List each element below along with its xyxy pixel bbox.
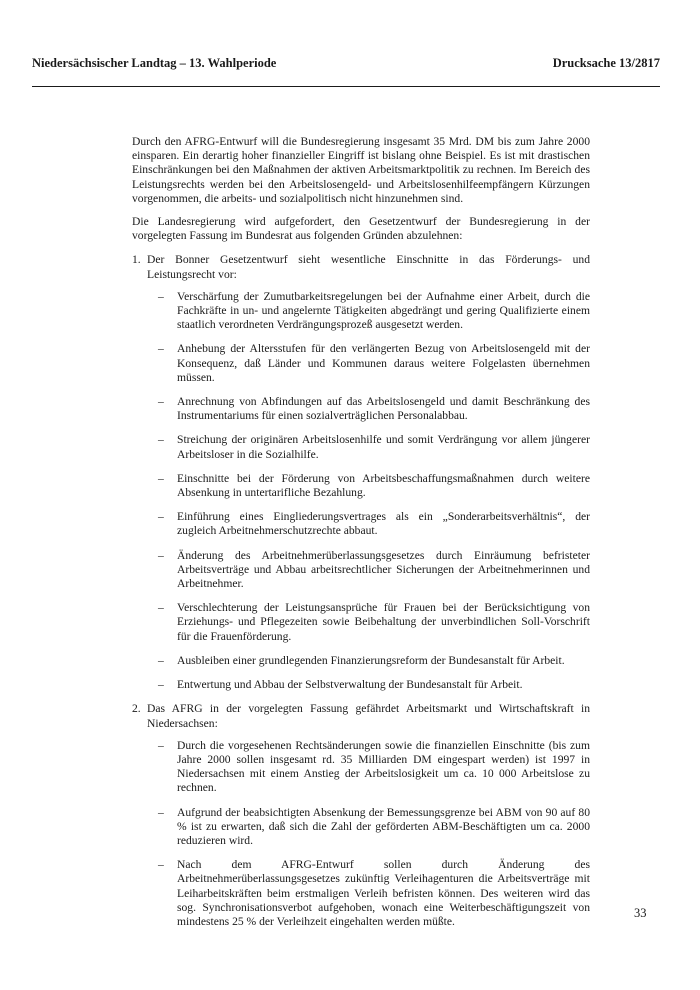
dash-marker: – [158,653,164,667]
list-item [147,654,590,668]
page-number: 33 [634,906,647,920]
list-item-text: Ausbleiben einer grundlegenden Finanzierungsreform der Bundesanstalt für Arbeit. [177,653,565,667]
dash-marker: – [158,601,164,615]
list-item [147,472,590,500]
list-item-text: Anrechnung von Abfindungen auf das Arbeitslosengeld und damit Beschränkung des Instrumentariums für einen sozialverträglichen Personalabbau. [177,395,590,423]
dash-marker: – [158,433,164,447]
list-item-text: Einschnitte bei der Förderung von Arbeitsbeschaffungsmaßnahmen durch weitere Absenkung in untertarifliche Bezahlung. [177,471,590,500]
dash-list [147,290,590,692]
list-item-text: Änderung des Arbeitnehmerüberlassungsgesetzes durch Einräumung befristeter Arbeitsverträge und Abbau arbeitsrechtlicher Sicherungen der Arbeitnehmerinnen und Arbeitnehmer. [177,548,590,591]
page-header [32,56,660,71]
list-item-text: Verschärfung der Zumutbarkeitsregelungen bei der Aufnahme einer Arbeit, durch die Fachkräfte in un- und angelernte Tätigkeiten abgedrängt und gering Qualifizierte einem staatlich verordneten Verdrängungsprozeß ausgesetzt werden. [177,289,590,332]
list-item [147,739,590,796]
list-item-text: Nach dem AFRG-Entwurf sollen durch Änderung des Arbeitnehmerüberlassungsgesetzes zukünftig Verleihagenturen die Arbeitsverträge mit Leiharbeitskräften beim erstmaligen Verleih befristen können. Des weiteren wird das sog. Synchronisationsverbot aufgehoben, wonach eine Weiterbeschäftigungszeit von mindestens 25 % der Verleihzeit eingehalten werden müßte. [177,858,590,928]
dash-marker: – [158,858,164,872]
header-divider [32,86,660,87]
list-item [147,858,590,929]
request-paragraph: Die Landesregierung wird aufgefordert, den Gesetzentwurf der Bundesregierung in der vorgelegten Fassung im Bundesrat aus folgenden Gründen abzulehnen: [132,215,590,243]
item-text: Der Bonner Gesetzentwurf sieht wesentliche Einschnitte in das Förderungs- und Leistungsrecht vor: [147,253,590,281]
item-number: 1. [132,253,141,267]
dash-marker: – [158,471,164,485]
list-item-text: Verschlechterung der Leistungsansprüche für Frauen bei der Berücksichtigung von Erziehungs- und Pflegezeiten sowie Beibehaltung der unverbindlichen Soll-Vorschrift für die Frauenförderung. [177,601,590,643]
item-number: 2. [132,702,141,716]
list-item-text: Streichung der originären Arbeitslosenhilfe und somit Verdrängung vor allem jüngerer Arbeitsloser in die Sozialhilfe. [177,433,590,461]
document-body [132,135,590,939]
numbered-item-2 [132,702,590,929]
dash-marker: – [158,510,164,524]
list-item-text: Durch die vorgesehenen Rechtsänderungen sowie die finanziellen Einschnitte (bis zum Jahre 2000 sollen insgesamt rd. 35 Milliarden DM eingespart werden) ist 1997 in Niedersachsen mit einem Anstieg der Arbeitslosigkeit um ca. 10 000 Arbeitslose zu rechnen. [177,738,590,795]
numbered-item-1 [132,253,590,692]
intro-paragraph: Durch den AFRG-Entwurf will die Bundesregierung insgesamt 35 Mrd. DM bis zum Jahre 2000 einsparen. Ein derartig hoher finanzieller Eingriff ist bislang ohne Beispiel. Es ist mit drastischen Einschränkungen bei den Maßnahmen der aktiven Arbeitsmarktpolitik zu rechnen. Im Bereich des Leistungsrechts werden bei den Arbeitslosengeld- und Arbeitslosenhilfeempfängern Kürzungen vorgenommen, die arbeits- und sozialpolitisch nicht hinzunehmen sind. [132,135,590,205]
dash-marker: – [158,395,164,409]
dash-list [147,739,590,929]
document-number: Drucksache 13/2817 [552,56,660,70]
dash-marker: – [158,289,164,303]
dash-marker: – [158,805,164,819]
list-item [147,601,590,644]
list-item-text: Einführung eines Eingliederungsvertrages als ein „Sonderarbeitsverhältnis“, der zugleich Arbeitnehmerschutzrechte abbaut. [177,510,590,538]
item-text: Das AFRG in der vorgelegten Fassung gefährdet Arbeitsmarkt und Wirtschaftskraft in Niedersachsen: [147,702,590,730]
list-item [147,806,590,849]
list-item [147,395,590,423]
dash-marker: – [158,738,164,752]
list-item-text: Aufgrund der beabsichtigten Absenkung der Bemessungsgrenze bei ABM von 90 auf 80 % ist zu erwarten, daß sich die Zahl der geförderten ABM-Beschäftigten um ca. 2000 reduzieren wird. [177,805,590,847]
list-item [147,678,590,692]
dash-marker: – [158,548,164,562]
list-item [147,342,590,385]
dash-marker: – [158,678,164,692]
list-item [147,549,590,592]
dash-marker: – [158,342,164,356]
list-item [147,510,590,538]
list-item-text: Entwertung und Abbau der Selbstverwaltung der Bundesanstalt für Arbeit. [177,678,523,692]
list-item [147,433,590,461]
header-title: Niedersächsischer Landtag – 13. Wahlperiode [32,56,277,70]
list-item-text: Anhebung der Altersstufen für den verlängerten Bezug von Arbeitslosengeld mit der Konsequenz, daß Länder und Kommunen daraus weitere Folgelasten übernehmen müssen. [177,342,590,384]
list-item [147,290,590,333]
